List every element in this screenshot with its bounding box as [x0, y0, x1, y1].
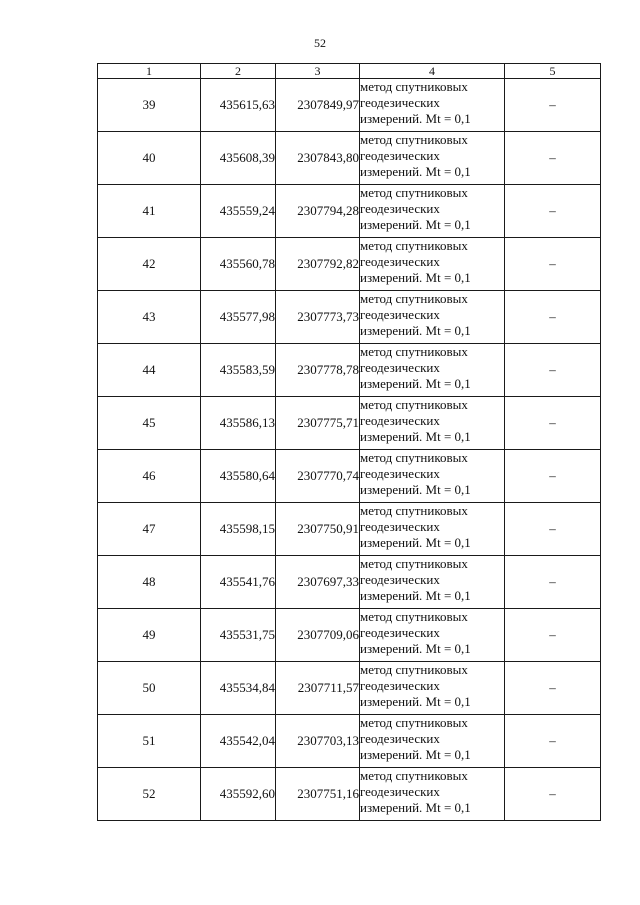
note-cell: – [505, 450, 601, 503]
measurement-method [360, 450, 505, 503]
measurement-method [360, 556, 505, 609]
note-cell: – [505, 344, 601, 397]
measurement-method [360, 185, 505, 238]
table-row [98, 238, 601, 291]
point-number: 42 [98, 238, 201, 291]
note-cell: – [505, 291, 601, 344]
method-line: измерений. Mt = 0,1 [360, 111, 471, 126]
point-number: 41 [98, 185, 201, 238]
note-cell: – [505, 609, 601, 662]
column-header-2: 2 [201, 64, 276, 79]
method-line: измерений. Mt = 0,1 [360, 323, 471, 338]
note-cell: – [505, 238, 601, 291]
method-line: геодезических [360, 148, 440, 163]
point-number: 39 [98, 79, 201, 132]
method-line: метод спутниковых [360, 79, 468, 94]
coordinate-y: 2307775,71 [276, 397, 360, 450]
method-line: метод спутниковых [360, 132, 468, 147]
method-line: геодезических [360, 625, 440, 640]
measurement-method [360, 503, 505, 556]
coordinate-y: 2307709,06 [276, 609, 360, 662]
coordinate-x: 435559,24 [201, 185, 276, 238]
column-header-4: 4 [360, 64, 505, 79]
table-row [98, 344, 601, 397]
method-line: геодезических [360, 254, 440, 269]
table-row [98, 450, 601, 503]
method-line: геодезических [360, 360, 440, 375]
method-line: измерений. Mt = 0,1 [360, 694, 471, 709]
point-number: 51 [98, 715, 201, 768]
table-row [98, 768, 601, 821]
point-number: 43 [98, 291, 201, 344]
note-cell: – [505, 662, 601, 715]
coordinate-y: 2307770,74 [276, 450, 360, 503]
point-number: 44 [98, 344, 201, 397]
method-line: метод спутниковых [360, 609, 468, 624]
method-line: геодезических [360, 95, 440, 110]
measurement-method [360, 397, 505, 450]
method-line: метод спутниковых [360, 662, 468, 677]
coordinate-x: 435580,64 [201, 450, 276, 503]
coordinate-x: 435586,13 [201, 397, 276, 450]
coordinate-x: 435541,76 [201, 556, 276, 609]
method-line: измерений. Mt = 0,1 [360, 217, 471, 232]
measurement-method [360, 291, 505, 344]
coordinate-x: 435531,75 [201, 609, 276, 662]
measurement-method [360, 344, 505, 397]
note-cell: – [505, 132, 601, 185]
coordinate-x: 435598,15 [201, 503, 276, 556]
method-line: метод спутниковых [360, 768, 468, 783]
coordinate-y: 2307697,33 [276, 556, 360, 609]
coordinate-x: 435534,84 [201, 662, 276, 715]
table-row [98, 397, 601, 450]
column-header-3: 3 [276, 64, 360, 79]
method-line: геодезических [360, 413, 440, 428]
method-line: метод спутниковых [360, 344, 468, 359]
table-row [98, 185, 601, 238]
measurement-method [360, 609, 505, 662]
method-line: измерений. Mt = 0,1 [360, 482, 471, 497]
point-number: 52 [98, 768, 201, 821]
point-number: 50 [98, 662, 201, 715]
coordinate-x: 435560,78 [201, 238, 276, 291]
coordinate-y: 2307750,91 [276, 503, 360, 556]
method-line: метод спутниковых [360, 238, 468, 253]
method-line: метод спутниковых [360, 185, 468, 200]
note-cell: – [505, 397, 601, 450]
method-line: геодезических [360, 201, 440, 216]
method-line: метод спутниковых [360, 556, 468, 571]
method-line: геодезических [360, 678, 440, 693]
method-line: метод спутниковых [360, 291, 468, 306]
method-line: измерений. Mt = 0,1 [360, 429, 471, 444]
method-line: метод спутниковых [360, 450, 468, 465]
coordinate-x: 435608,39 [201, 132, 276, 185]
note-cell: – [505, 768, 601, 821]
coordinate-x: 435615,63 [201, 79, 276, 132]
method-line: геодезических [360, 731, 440, 746]
coordinate-y: 2307703,13 [276, 715, 360, 768]
table-row [98, 503, 601, 556]
method-line: измерений. Mt = 0,1 [360, 588, 471, 603]
coordinate-y: 2307778,78 [276, 344, 360, 397]
point-number: 47 [98, 503, 201, 556]
note-cell: – [505, 185, 601, 238]
method-line: измерений. Mt = 0,1 [360, 270, 471, 285]
point-number: 40 [98, 132, 201, 185]
table-row [98, 662, 601, 715]
method-line: геодезических [360, 519, 440, 534]
table-row [98, 79, 601, 132]
table-row [98, 291, 601, 344]
point-number: 48 [98, 556, 201, 609]
method-line: геодезических [360, 307, 440, 322]
method-line: измерений. Mt = 0,1 [360, 800, 471, 815]
coordinate-x: 435577,98 [201, 291, 276, 344]
coordinate-y: 2307794,28 [276, 185, 360, 238]
method-line: геодезических [360, 466, 440, 481]
column-header-5: 5 [505, 64, 601, 79]
table-row [98, 132, 601, 185]
point-number: 45 [98, 397, 201, 450]
page-number: 52 [314, 36, 326, 50]
coordinates-table [97, 63, 601, 821]
table-row [98, 609, 601, 662]
measurement-method [360, 768, 505, 821]
method-line: измерений. Mt = 0,1 [360, 376, 471, 391]
table-body [98, 79, 601, 821]
method-line: измерений. Mt = 0,1 [360, 641, 471, 656]
note-cell: – [505, 556, 601, 609]
coordinate-y: 2307751,16 [276, 768, 360, 821]
coordinate-y: 2307773,73 [276, 291, 360, 344]
method-line: измерений. Mt = 0,1 [360, 164, 471, 179]
note-cell: – [505, 503, 601, 556]
coordinate-y: 2307843,80 [276, 132, 360, 185]
method-line: измерений. Mt = 0,1 [360, 535, 471, 550]
method-line: измерений. Mt = 0,1 [360, 747, 471, 762]
point-number: 46 [98, 450, 201, 503]
table-row [98, 556, 601, 609]
measurement-method [360, 715, 505, 768]
method-line: метод спутниковых [360, 715, 468, 730]
coordinate-y: 2307711,57 [276, 662, 360, 715]
measurement-method [360, 662, 505, 715]
table-header-row [98, 64, 601, 79]
point-number: 49 [98, 609, 201, 662]
method-line: метод спутниковых [360, 503, 468, 518]
method-line: метод спутниковых [360, 397, 468, 412]
measurement-method [360, 132, 505, 185]
coordinate-x: 435592,60 [201, 768, 276, 821]
note-cell: – [505, 715, 601, 768]
measurement-method [360, 79, 505, 132]
coordinate-y: 2307792,82 [276, 238, 360, 291]
coordinate-x: 435583,59 [201, 344, 276, 397]
table-row [98, 715, 601, 768]
coordinate-y: 2307849,97 [276, 79, 360, 132]
method-line: геодезических [360, 784, 440, 799]
measurement-method [360, 238, 505, 291]
coordinate-x: 435542,04 [201, 715, 276, 768]
column-header-1: 1 [98, 64, 201, 79]
note-cell: – [505, 79, 601, 132]
method-line: геодезических [360, 572, 440, 587]
